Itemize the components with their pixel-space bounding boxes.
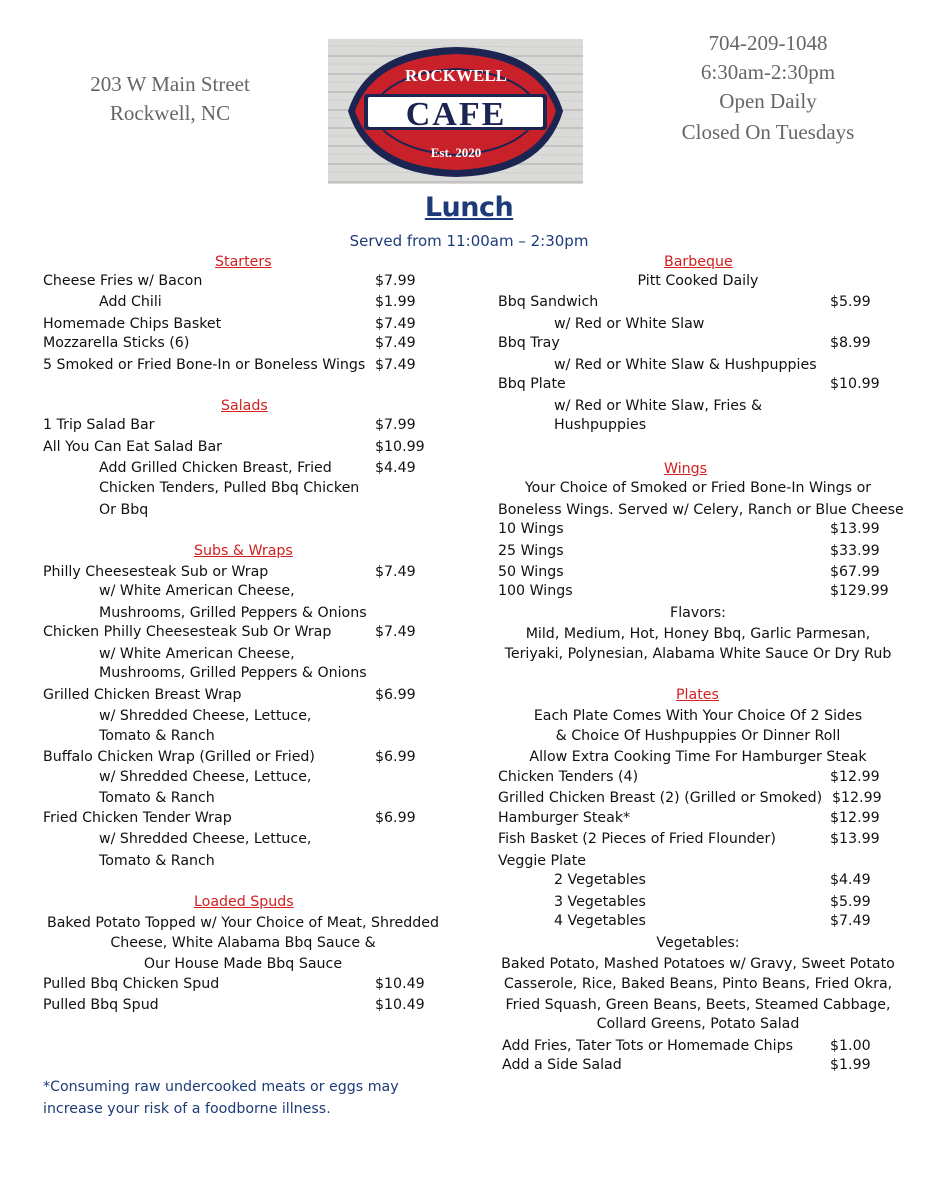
addon-price: $1.00 [830, 1038, 871, 1054]
menu-item-name: Pulled Bbq Chicken Spud [43, 976, 220, 992]
menu-item-price: $6.99 [375, 810, 416, 826]
menu-item-price: $7.49 [375, 335, 416, 351]
menu-item-name: Grilled Chicken Breast (2) (Grilled or Smoked) [498, 790, 823, 806]
menu-item-detail: w/ Red or White Slaw [554, 316, 705, 332]
menu-item-name: Fried Chicken Tender Wrap [43, 810, 232, 826]
menu-item-detail: w/ Shredded Cheese, Lettuce, [99, 708, 312, 724]
logo-top-text: ROCKWELL [404, 66, 508, 85]
menu-subtitle: Served from 11:00am – 2:30pm [349, 232, 589, 250]
menu-item-name: Mozzarella Sticks (6) [43, 335, 190, 351]
menu-item-name: 1 Trip Salad Bar [43, 417, 155, 433]
open-days: Open Daily [719, 89, 817, 113]
addon-name: Add a Side Salad [502, 1057, 622, 1073]
menu-item-price: $4.49 [375, 460, 416, 476]
menu-item-name: All You Can Eat Salad Bar [43, 439, 223, 455]
section-heading-spuds: Loaded Spuds [194, 894, 294, 910]
menu-item-name: Bbq Tray [498, 335, 560, 351]
vegetables-list: Baked Potato, Mashed Potatoes w/ Gravy, Sweet Potato [501, 956, 895, 972]
section-description: Each Plate Comes With Your Choice Of 2 Sides [533, 708, 863, 724]
menu-item-detail: Tomato & Ranch [99, 728, 215, 744]
hours: 6:30am-2:30pm [700, 60, 836, 84]
menu-item-name: Buffalo Chicken Wrap (Grilled or Fried) [43, 749, 315, 765]
section-description: Boneless Wings. Served w/ Celery, Ranch or Blue Cheese [498, 502, 904, 518]
address-block [62, 70, 278, 128]
section-description: Allow Extra Cooking Time For Hamburger Steak [529, 749, 867, 765]
addon-name: Add Fries, Tater Tots or Homemade Chips [502, 1038, 793, 1054]
menu-item-price: $12.99 [830, 769, 880, 785]
menu-item-name: Bbq Sandwich [498, 294, 599, 310]
menu-item-price: $10.49 [375, 997, 425, 1013]
section-heading-plates: Plates [676, 687, 719, 703]
cafe-logo [328, 39, 583, 184]
menu-item-detail: Tomato & Ranch [99, 853, 215, 869]
menu-item-price: $13.99 [830, 831, 880, 847]
logo-est-text: Est. 2020 [430, 145, 482, 160]
menu-item-detail: Or Bbq [99, 502, 149, 518]
menu-item-name: 3 Vegetables [554, 894, 646, 910]
closed-days: Closed On Tuesdays [681, 120, 855, 144]
menu-item-detail: Hushpuppies [554, 417, 647, 433]
section-heading-salads: Salads [221, 398, 268, 414]
menu-item-price: $33.99 [830, 543, 880, 559]
section-heading-barbeque: Barbeque [664, 254, 733, 270]
menu-item-price: $12.99 [830, 810, 880, 826]
menu-item-name: Cheese Fries w/ Bacon [43, 273, 203, 289]
menu-item-name: 10 Wings [498, 521, 564, 537]
menu-item-name: Chicken Philly Cheesesteak Sub Or Wrap [43, 624, 332, 640]
menu-item-name: Veggie Plate [498, 853, 587, 869]
vegetables-list: Casserole, Rice, Baked Beans, Pinto Beans, Fried Okra, [503, 976, 893, 992]
menu-item-price: $129.99 [830, 583, 889, 599]
menu-item-name: Add Chili [99, 294, 162, 310]
footnote: increase your risk of a foodborne illness. [43, 1101, 331, 1117]
menu-item-detail: w/ White American Cheese, [99, 646, 295, 662]
flavors-list: Mild, Medium, Hot, Honey Bbq, Garlic Parmesan, [525, 626, 871, 642]
menu-item-price: $7.49 [375, 564, 416, 580]
address-street: 203 W Main Street [90, 72, 250, 96]
section-description: Baked Potato Topped w/ Your Choice of Meat, Shredded [47, 915, 439, 931]
menu-item-name: Bbq Plate [498, 376, 566, 392]
menu-item-price: $12.99 [832, 790, 882, 806]
menu-item-name: 5 Smoked or Fried Bone-In or Boneless Wings [43, 357, 366, 373]
section-heading-subs: Subs & Wraps [194, 543, 293, 559]
phone-number: 704-209-1048 [708, 31, 828, 55]
menu-item-name: 25 Wings [498, 543, 564, 559]
menu-item-name: Chicken Tenders (4) [498, 769, 639, 785]
flavors-label: Flavors: [670, 605, 726, 621]
menu-item-name: 4 Vegetables [554, 913, 646, 929]
vegetables-label: Vegetables: [656, 935, 740, 951]
menu-item-name: 100 Wings [498, 583, 573, 599]
menu-title: Lunch [424, 192, 514, 223]
menu-item-detail: Tomato & Ranch [99, 790, 215, 806]
menu-item-detail: w/ Shredded Cheese, Lettuce, [99, 831, 312, 847]
menu-item-price: $6.99 [375, 687, 416, 703]
menu-item-name: Grilled Chicken Breast Wrap [43, 687, 242, 703]
logo-main-text: CAFE [405, 96, 507, 133]
menu-item-name: Homemade Chips Basket [43, 316, 222, 332]
menu-item-name: Add Grilled Chicken Breast, Fried [99, 460, 332, 476]
vegetables-list: Fried Squash, Green Beans, Beets, Steamed Cabbage, [505, 997, 891, 1013]
menu-item-price: $5.99 [830, 294, 871, 310]
menu-item-name: Philly Cheesesteak Sub or Wrap [43, 564, 269, 580]
menu-item-name: Fish Basket (2 Pieces of Fried Flounder) [498, 831, 776, 847]
menu-item-price: $7.49 [375, 357, 416, 373]
section-description: Pitt Cooked Daily [637, 273, 759, 289]
menu-item-detail: w/ Shredded Cheese, Lettuce, [99, 769, 312, 785]
menu-item-detail: w/ White American Cheese, [99, 583, 295, 599]
menu-item-price: $7.49 [830, 913, 871, 929]
menu-item-detail: Mushrooms, Grilled Peppers & Onions [99, 605, 367, 621]
section-description: Cheese, White Alabama Bbq Sauce & [110, 935, 376, 951]
contact-block [648, 29, 888, 147]
section-description: Your Choice of Smoked or Fried Bone-In Wings or [524, 480, 872, 496]
menu-item-name: Hamburger Steak* [498, 810, 631, 826]
menu-item-price: $6.99 [375, 749, 416, 765]
menu-item-detail: Chicken Tenders, Pulled Bbq Chicken [99, 480, 360, 496]
menu-item-price: $10.49 [375, 976, 425, 992]
menu-item-price: $1.99 [375, 294, 416, 310]
menu-item-price: $7.99 [375, 417, 416, 433]
menu-item-price: $7.49 [375, 624, 416, 640]
menu-item-name: 50 Wings [498, 564, 564, 580]
menu-item-name: Pulled Bbq Spud [43, 997, 159, 1013]
section-heading-starters: Starters [215, 254, 272, 270]
menu-item-price: $67.99 [830, 564, 880, 580]
menu-item-detail: w/ Red or White Slaw, Fries & [554, 398, 763, 414]
menu-item-price: $10.99 [375, 439, 425, 455]
menu-item-price: $5.99 [830, 894, 871, 910]
section-description: & Choice Of Hushpuppies Or Dinner Roll [555, 728, 841, 744]
menu-item-price: $8.99 [830, 335, 871, 351]
menu-item-name: 2 Vegetables [554, 872, 646, 888]
vegetables-list: Collard Greens, Potato Salad [596, 1016, 800, 1032]
section-heading-wings: Wings [664, 461, 708, 477]
menu-item-price: $7.99 [375, 273, 416, 289]
section-description: Our House Made Bbq Sauce [143, 956, 343, 972]
flavors-list: Teriyaki, Polynesian, Alabama White Sauce Or Dry Rub [504, 646, 892, 662]
menu-item-price: $7.49 [375, 316, 416, 332]
address-city: Rockwell, NC [109, 101, 231, 125]
menu-item-price: $13.99 [830, 521, 880, 537]
menu-item-price: $4.49 [830, 872, 871, 888]
footnote: *Consuming raw undercooked meats or eggs may [43, 1079, 399, 1095]
addon-price: $1.99 [830, 1057, 871, 1073]
menu-item-detail: w/ Red or White Slaw & Hushpuppies [554, 357, 817, 373]
menu-item-detail: Mushrooms, Grilled Peppers & Onions [99, 665, 367, 681]
menu-item-price: $10.99 [830, 376, 880, 392]
